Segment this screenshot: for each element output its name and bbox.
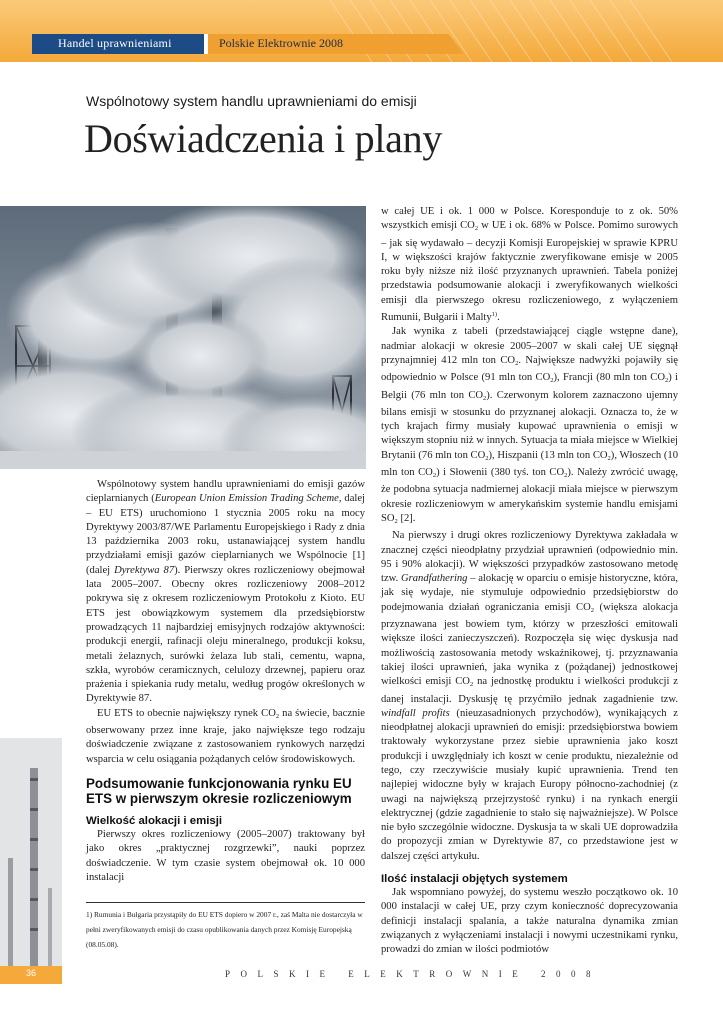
text-run: ). Należy zwrócić uwagę, że podobna sytuacja nadmiernej alokacji miała miejsce w pierwszym okresie rozliczeniowym w amerykańskim systemie handlu emisjami SO: [381, 467, 678, 524]
left-text-column: [86, 478, 365, 885]
text-run: ). Czerwonym kolorem zaznaczono ujemny bilans emisji w stosunku do przyznanej alokacji. Oznacza to, że w tych krajach firmy musiały kupować uprawnienia o emisji w większym stopniu niż w innych. Sytuacja ta miała miejsce w Wielkiej Brytanii (76 mln ton CO: [381, 389, 678, 461]
text-emphasis: windfall profits: [381, 707, 450, 719]
continuation-paragraph: [381, 205, 678, 325]
text-run: – alokację w oparciu o emisje historyczne, która, jak się wydaje, nie stymuluje odpowiednio przedsiębiorstw do podejmowania działań ograniczania emisji CO: [381, 573, 678, 613]
text-run: w UE i ok. 68% w Polsce. Pomimo surowych – jak się wydawało – decyzji Komisji Europejskiej w sprawie KPRU I, w większości krajów faktycznie zweryfikowane emisje w 2005 roku były niższe niż ilość przyznanych uprawnień. Tabela poniżej przedstawia podsumowanie alokacji i zweryfikowanych wielkości emisji dla pierwszego okresu rozliczeniowego, z wyłączeniem Rumunii, Bułgarii i Malty: [381, 220, 678, 324]
chimney-icon: [0, 738, 62, 983]
tab-divider: [204, 34, 208, 54]
power-plant-photo: [0, 206, 366, 469]
article-kicker: Wspólnotowy system handlu uprawnieniami do emisji: [86, 93, 417, 109]
installations-paragraph: Jak wspomniano powyżej, do systemu weszło początkowo ok. 10 000 instalacji w całej UE, przy czym konieczność doprecyzowania definicji instalacji spalania, a także naturalna dynamika zmian związanych z wyłączeniami instalacji i nowymi uczestnikami rynku, prowadzi do zmian w ilości podmiotów: [381, 887, 678, 956]
text-run: , dalej – EU ETS) uruchomiono 1 stycznia 2005 roku na mocy Dyrektywy 2003/87/WE Parlamentu Europejskiego i Rady z dnia 13 października 2003 roku, ustanawiającej system handlu przydziałami emisji gazów cieplarnianych we Wspólnocie [1] (dalej: [86, 493, 365, 576]
footnote-marker: 1): [491, 311, 498, 319]
publication-label: Polskie Elektrownie 2008: [219, 36, 343, 50]
table-summary-paragraph: [381, 325, 678, 529]
text-emphasis: Grandfathering: [400, 573, 468, 585]
text-run: ), Hiszpanii (13 mln ton CO: [488, 449, 608, 461]
intro-paragraph: [86, 478, 365, 707]
text-emphasis: Dyrektywa 87: [114, 564, 175, 576]
market-paragraph: [86, 707, 365, 767]
article-title: Doświadczenia i plany: [84, 116, 443, 161]
text-run: Jak wynika z tabeli (przedstawiającej ciągle wstępne dane), nadmiar alokacji w okresie 2005–2007 w skali całej UE sięgnął przynajmniej 412 mln ton CO: [381, 326, 678, 366]
text-run: (większa alokacja przyznawana jest bowiem tym, którzy w przeszłości emitowali większe ilości zanieczyszczeń). Rozpoczęła się więc dyskusja nad możliwością zastosowania metody wskaźnikowej, tj. przyznawania takiej ilości uprawnień, jaka wynika z (pożądanej) jednostkowej wielkości emisji CO: [381, 601, 678, 688]
running-footer: POLSKIE ELEKTROWNIE 2008: [225, 969, 601, 979]
subscript: 2: [664, 377, 669, 385]
allocation-paragraph: Pierwszy okres rozliczeniowy (2005–2007) traktowany był jako okres „praktycznej rozgrzewki”, nauki poprzez doświadczenie. W tym czasie system obejmował ok. 10 000 instalacji: [86, 828, 365, 883]
page-number: 36: [26, 968, 37, 978]
right-text-column: [381, 205, 678, 958]
subsection-heading: Wielkość alokacji i emisji: [86, 814, 223, 827]
text-run: ) i Słowenii (380 tyś. ton CO: [436, 467, 565, 479]
subsection-heading: Ilość instalacji objętych systemem: [381, 873, 568, 886]
text-run: na jednostkę produktu i wielkości produkcji z danej instalacji. Dyskusję tę przyćmiło jednak zagadnienie tzw.: [381, 676, 678, 705]
subscript: 2: [432, 472, 437, 480]
power-plant-chimneys-icon: [0, 206, 366, 469]
text-run: w całej UE i ok. 1 000 w Polsce. Koresponduje to z ok. 50% wszystkich emisji CO: [381, 206, 678, 232]
text-run: .: [497, 312, 500, 324]
text-run: ), Francji (80 mln ton CO: [553, 372, 665, 384]
text-run: (nieuzasadnionych przychodów), wynikających z nieodpłatnej alokacji uprawnień do emisji: przedsiębiorstwa bowiem traktowały wykorzystane przez siebie uprawnienia jako koszt produkcji i uwzględniały ich koszt w cenie produktu, niezależnie od tego, czy rzeczywiście musiały kupić uprawnienia. Trend ten najlepiej widoczne były w krajach Europy północno-zachodniej (z uwagi na największą przejrzystość rynku) i na rynkach energii elektrycznej (gdzie zagadnienie to stało się najważniejsze). W Polsce nie było szczególnie widoczne. Dyskusja ta w skali UE doprowadziła do propozycji zmian w Dyrektywie 87, co przedstawione jest w dalszej części artykułu.: [381, 707, 679, 862]
subscript: 2: [474, 225, 479, 233]
subscript: 2: [483, 394, 487, 402]
text-run: na świecie, bacznie obserwowany przez inne kraje, jako największe tego rodzaju doświadczenie związane z zastosowaniem rynkowych narzędzi wsparcia w celu osiągania pożądanych celów środowiskowych.: [86, 707, 365, 765]
subscript: 2: [485, 454, 489, 462]
text-run: ) i Belgii (76 mln ton CO: [381, 372, 678, 401]
subscript: 2: [550, 377, 554, 385]
free-allocation-paragraph: [381, 529, 678, 864]
chimney-strip-photo: [0, 738, 62, 983]
text-run: Wspólnotowy system handlu uprawnieniami do emisji gazów cieplarnianych (: [86, 479, 365, 505]
text-run: ). Pierwszy okres rozliczeniowy obejmował lata 2005–2007. Obecny okres rozliczeniowy 2008–2012 pokrywa się z okresem rozliczeniowym Protokołu z Kioto. EU ETS jest obowiązkowym systemem dla przedsiębiorstw prowadzących 11 najbardziej emisyjnych rodzajów aktywności: produkcji energii, rafinacji oleju mineralnego, produkcji koksu, metali żelaznych, surówki żelaza lub stali, cementu, wapna, szkła, wyrobów ceramicznych, celulozy drzewnej, papieru oraz prażenia i spiekania rudy metalu, według progów określonych w Dyrektywie 87.: [86, 564, 365, 705]
text-run: Na pierwszy i drugi okres rozliczeniowy Dyrektywa zakładała w znacznej części nieodpłatny przydział uprawnień (odpowiednio min. 95 i 90% alokacji). W większości przypadków zastosowano metodę tzw.: [381, 530, 678, 585]
subscript: 2: [607, 454, 611, 462]
text-emphasis: European Union Emission Trading Scheme: [154, 493, 339, 505]
footnote: 1) Rumunia i Bułgaria przystąpiły do EU ETS dopiero w 2007 r., zaś Malta nie dostarczyła w pełni zweryfikowanych emisji do czasu opublikowania danych przez Komisję Europejską (08.05.08).: [86, 910, 363, 949]
footnote-divider: [86, 902, 365, 903]
subscript: 2: [590, 606, 595, 614]
subscript: 2: [275, 712, 280, 720]
subscript: 2: [564, 472, 568, 480]
section-label: Handel uprawnieniami: [58, 36, 172, 50]
section-heading: Podsumowanie funkcjonowania rynku EU ETS w pierwszym okresie rozliczeniowym: [86, 775, 352, 806]
text-run: ), Włoszech (10 mln ton CO: [381, 449, 679, 479]
text-run: EU ETS to obecnie największy rynek CO: [97, 707, 276, 719]
subscript: 2: [469, 681, 474, 689]
text-run: . Największe nadwyżki pojawiły się odpowiednio w Polsce (91 mln ton CO: [381, 354, 678, 384]
subscript: 2: [394, 517, 398, 525]
text-run: [2].: [397, 512, 416, 524]
subscript: 2: [515, 359, 519, 367]
